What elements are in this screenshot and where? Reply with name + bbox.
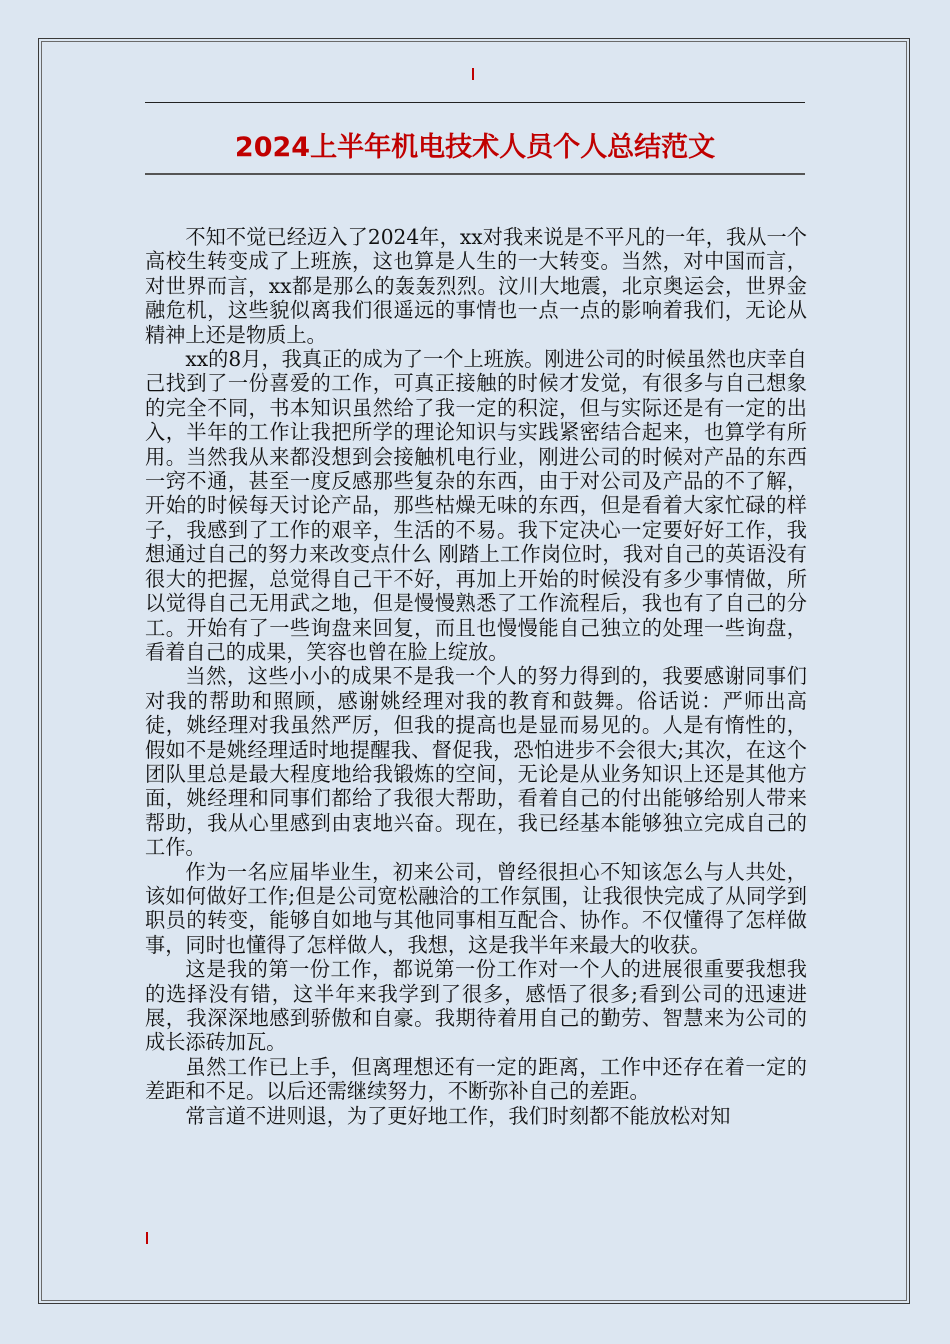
document-title: 2024上半年机电技术人员个人总结范文 [234,132,716,163]
paragraph: 作为一名应届毕业生，初来公司，曾经很担心不知该怎么与人共处，该如何做好工作;但是公司宽松融洽的工作氛围，让我很快完成了从同学到职员的转变，能够自如地与其他同事相互配合、协作。不仅懂得了怎样做事，同时也懂得了怎样做人，我想，这是我半年来最大的收获。 [145,859,807,957]
paragraph: 不知不觉已经迈入了2024年，xx对我来说是不平凡的一年，我从一个高校生转变成了上班族，这也算是人生的一大转变。当然，对中国而言，对世界而言，xx都是那么的轰轰烈烈。汶川大地震，北京奥运会，世界金融危机，这些貌似离我们很遥远的事情也一点一点的影响着我们，无论从精神上还是物质上。 [145,225,807,347]
paragraph: 常言道不进则退，为了更好地工作，我们时刻都不能放松对知 [185,1103,731,1128]
header-cursor-mark [472,68,474,80]
paragraph: 当然，这些小小的成果不是我一个人的努力得到的，我要感谢同事们对我的帮助和照顾，感谢姚经理对我的教育和鼓舞。俗话说：严师出高徒，姚经理对我虽然严厉，但我的提高也是显而易见的。人是有惰性的，假如不是姚经理适时地提醒我、督促我，恐怕进步不会很大;其次，在这个团队里总是最大程度地给我锻炼的空间，无论是从业务知识上还是其他方面，姚经理和同事们都给了我很大帮助，看着自己的付出能够给别人带来帮助，我从心里感到由衷地兴奋。现在，我已经基本能够独立完成自己的工作。 [145,664,807,860]
document-body [145,225,807,1128]
paragraph: 这是我的第一份工作，都说第一份工作对一个人的进展很重要我想我的选择没有错，这半年来我学到了很多，感悟了很多;看到公司的迅速进展，我深深地感到骄傲和自豪。我期待着用自己的勤劳、智慧来为公司的成长添砖加瓦。 [145,957,807,1055]
footer-cursor-mark [146,1232,148,1244]
header-rule [145,102,805,103]
paragraph: 虽然工作已上手，但离理想还有一定的距离，工作中还存在着一定的差距和不足。以后还需继续努力，不断弥补自己的差距。 [145,1054,807,1104]
paragraph: xx的8月，我真正的成为了一个上班族。刚进公司的时候虽然也庆幸自己找到了一份喜爱的工作，可真正接触的时候才发觉，有很多与自己想象的完全不同，书本知识虽然给了我一定的积淀，但与实际还是有一定的出入，半年的工作让我把所学的理论知识与实践紧密结合起来，也算学有所用。当然我从来都没想到会接触机电行业，刚进公司的时候对产品的东西一窍不通，甚至一度反感那些复杂的东西，由于对公司及产品的不了解，开始的时候每天讨论产品，那些枯燥无味的东西，但是看着大家忙碌的样子，我感到了工作的艰辛，生活的不易。我下定决心一定要好好工作，我想通过自己的努力来改变点什么 刚踏上工作岗位时，我对自己的英语没有很大的把握，总觉得自己干不好，再加上开始的时候没有多少事情做，所以觉得自己无用武之地，但是慢慢熟悉了工作流程后，我也有了自己的分工。开始有了一些询盘来回复，而且也慢慢能自己独立的处理一些询盘，看着自己的成果，笑容也曾在脸上绽放。 [145,347,807,664]
title-underline [145,173,805,175]
